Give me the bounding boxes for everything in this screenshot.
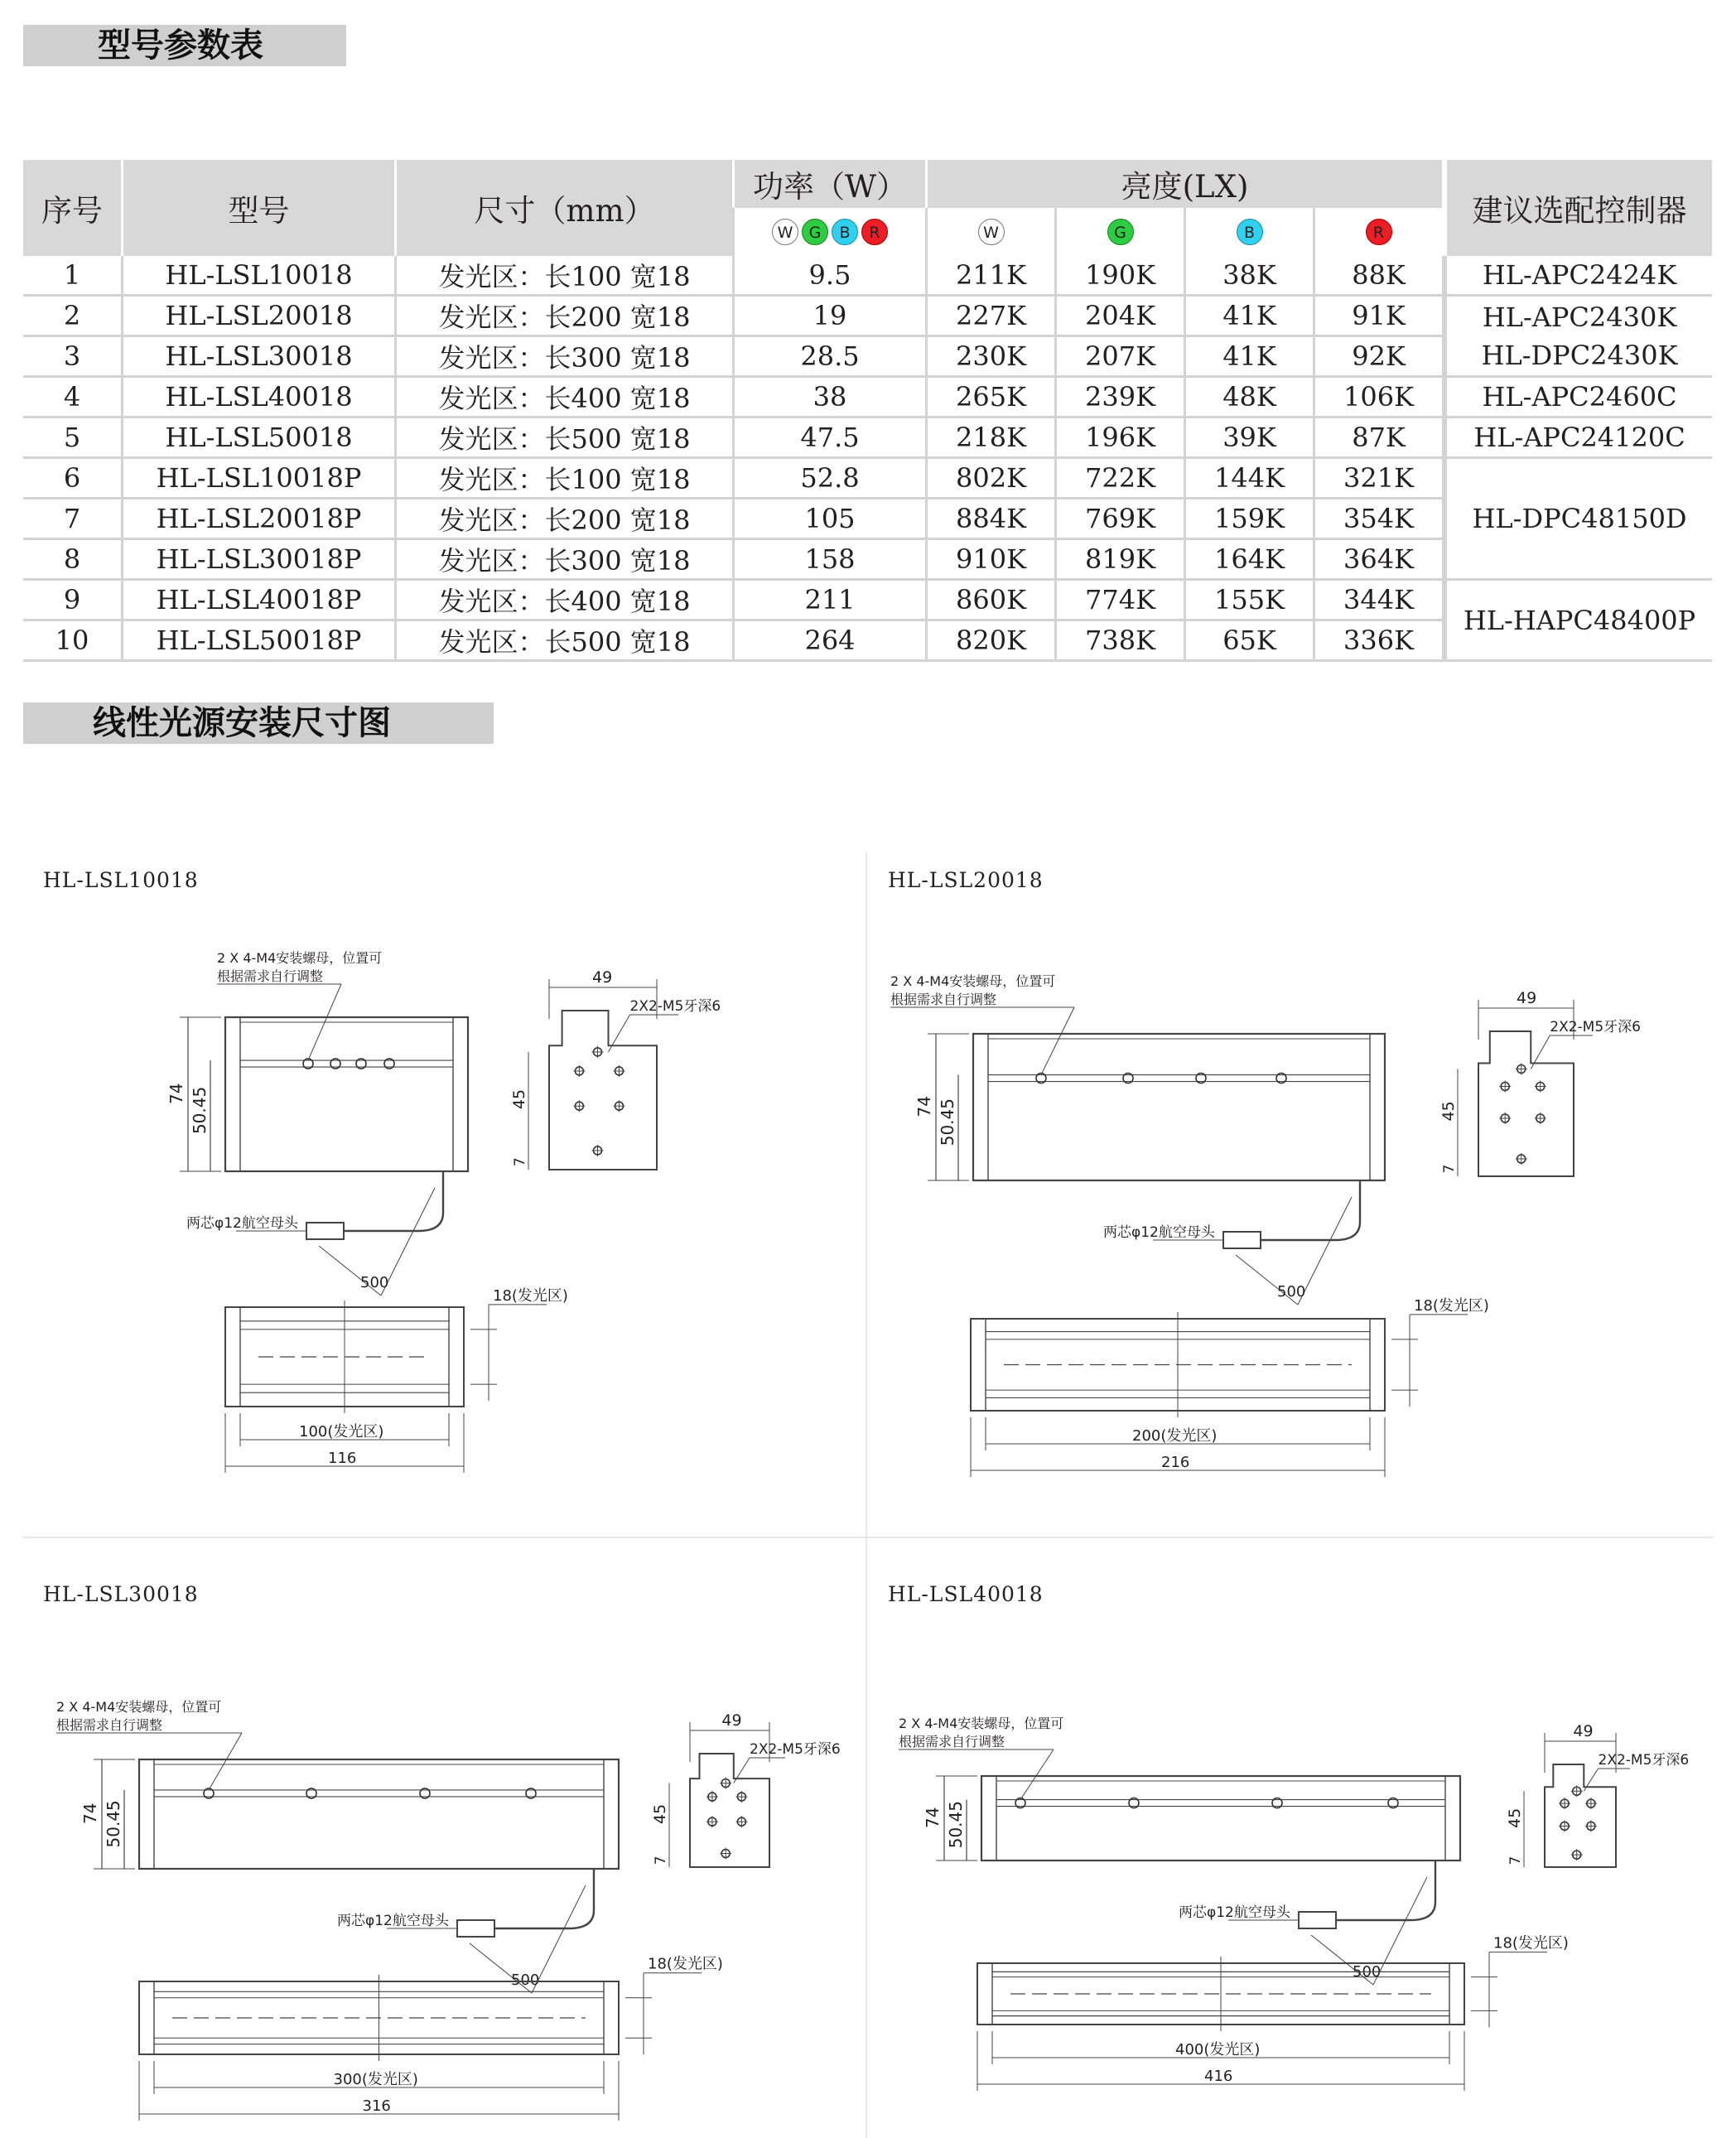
- cell-g: 239K: [1054, 378, 1184, 418]
- cell-controller: HL-APC2460C: [1442, 378, 1712, 418]
- annotation-label: 根据需求自行调整: [56, 1717, 163, 1733]
- drawing-outline: [981, 1776, 1460, 1860]
- header-model: 型号: [121, 160, 394, 256]
- connector-icon: [306, 1223, 344, 1239]
- cell-power: 47.5: [732, 418, 925, 459]
- drawing-title: HL-LSL40018: [888, 1582, 1044, 1606]
- cell-power: 19: [732, 297, 925, 337]
- connector-label: 两芯φ12航空母头: [186, 1215, 298, 1232]
- cell-size: 发光区：长300 宽18: [394, 337, 732, 378]
- connector-icon: [1223, 1232, 1261, 1248]
- dimension-label: 500: [511, 1971, 540, 1989]
- cell-no: 1: [23, 256, 121, 297]
- green-dot-icon: G: [802, 219, 828, 245]
- dimension-label: 416: [1204, 2068, 1233, 2085]
- cell-model: HL-LSL40018P: [121, 581, 394, 621]
- cell-w: 227K: [925, 297, 1054, 337]
- cell-g: 190K: [1054, 256, 1184, 297]
- cell-r: 87K: [1313, 418, 1442, 459]
- cell-model: HL-LSL30018: [121, 337, 394, 378]
- dimension-label: 74: [914, 1096, 934, 1117]
- cell-size: 发光区：长100 宽18: [394, 256, 732, 297]
- cell-size: 发光区：长100 宽18: [394, 459, 732, 500]
- cell-r: 336K: [1313, 621, 1442, 662]
- cell-w: 884K: [925, 500, 1054, 540]
- annotation-label: 2X2-M5牙深6: [629, 998, 721, 1015]
- cell-model: HL-LSL20018: [121, 297, 394, 337]
- cell-no: 5: [23, 418, 121, 459]
- header-power: 功率（W）: [732, 160, 925, 208]
- dimension-label: 49: [1573, 1722, 1594, 1740]
- cell-power: 38: [732, 378, 925, 418]
- cell-size: 发光区：长200 宽18: [394, 297, 732, 337]
- dimension-label: 7: [512, 1157, 528, 1167]
- cell-size: 发光区：长400 宽18: [394, 378, 732, 418]
- cell-b: 144K: [1184, 459, 1313, 500]
- cell-no: 2: [23, 297, 121, 337]
- cell-power: 158: [732, 540, 925, 581]
- cell-model: HL-LSL50018P: [121, 621, 394, 662]
- red-dot-icon: R: [861, 219, 888, 245]
- annotation-label: 2X2-M5牙深6: [1598, 1752, 1690, 1769]
- drawing-line: [381, 1188, 435, 1296]
- cell-w: 910K: [925, 540, 1054, 581]
- dimension-label: 7: [1441, 1164, 1458, 1174]
- section-title-spec: 型号参数表: [23, 25, 346, 66]
- cell-size: 发光区：长500 宽18: [394, 621, 732, 662]
- cell-b: 39K: [1184, 418, 1313, 459]
- header-index: 序号: [23, 160, 121, 256]
- cell-b: 38K: [1184, 256, 1313, 297]
- dimension-label: 45: [1506, 1807, 1524, 1828]
- drawing-title: HL-LSL10018: [43, 868, 199, 892]
- drawing-line: [1020, 1749, 1054, 1800]
- controller-line: HL-APC2430K: [1482, 301, 1677, 333]
- cell-w: 218K: [925, 418, 1054, 459]
- cell-no: 7: [23, 500, 121, 540]
- cell-g: 738K: [1054, 621, 1184, 662]
- cell-no: 6: [23, 459, 121, 500]
- white-dot-icon: W: [978, 219, 1005, 245]
- dimension-label: 74: [923, 1807, 943, 1828]
- end-view-outline: [549, 1011, 657, 1170]
- cell-w: 820K: [925, 621, 1054, 662]
- cell-r: 321K: [1313, 459, 1442, 500]
- cell-r: 364K: [1313, 540, 1442, 581]
- cell-r: 344K: [1313, 581, 1442, 621]
- cell-model: HL-LSL50018: [121, 418, 394, 459]
- white-dot-icon: W: [772, 219, 798, 245]
- cell-w: 802K: [925, 459, 1054, 500]
- annotation-label: 2X2-M5牙深6: [750, 1741, 841, 1758]
- dimension-label: 45: [1439, 1101, 1458, 1122]
- dimension-label: 7: [1507, 1856, 1524, 1865]
- dimension-label: 18(发光区): [493, 1286, 568, 1305]
- annotation-label: 根据需求自行调整: [217, 968, 324, 984]
- cell-r: 106K: [1313, 378, 1442, 418]
- cell-no: 10: [23, 621, 121, 662]
- dimension-label: 316: [362, 2097, 391, 2115]
- dimension-label: 500: [1277, 1283, 1306, 1301]
- connector-icon: [1299, 1912, 1336, 1928]
- cell-size: 发光区：长500 宽18: [394, 418, 732, 459]
- connector-label: 两芯φ12航空母头: [1103, 1224, 1215, 1241]
- dimension-label: 49: [1517, 989, 1537, 1007]
- cell-g: 819K: [1054, 540, 1184, 581]
- cell-r: 92K: [1313, 337, 1442, 378]
- drawing-outline: [225, 1017, 468, 1171]
- cell-power: 28.5: [732, 337, 925, 378]
- red-dot-icon: R: [1366, 219, 1392, 245]
- cell-b: 164K: [1184, 540, 1313, 581]
- cell-model: HL-LSL40018: [121, 378, 394, 418]
- dimension-label: 49: [721, 1711, 742, 1730]
- dimension-label: 216: [1161, 1454, 1190, 1471]
- drawing-line: [1041, 1007, 1074, 1075]
- cell-controller: HL-APC24120C: [1442, 418, 1712, 459]
- cell-w: 265K: [925, 378, 1054, 418]
- drawing-outline: [973, 1034, 1385, 1180]
- blue-dot-icon: B: [1237, 219, 1263, 245]
- cell-b: 155K: [1184, 581, 1313, 621]
- dimension-label: 400(发光区): [1175, 2041, 1261, 2058]
- cell-power: 105: [732, 500, 925, 540]
- dimension-label: 45: [651, 1803, 669, 1824]
- cell-g: 774K: [1054, 581, 1184, 621]
- dimension-label: 50.45: [104, 1800, 123, 1848]
- annotation-label: 2X2-M5牙深6: [1550, 1019, 1641, 1035]
- cell-b: 65K: [1184, 621, 1313, 662]
- cell-size: 发光区：长400 宽18: [394, 581, 732, 621]
- cell-power: 9.5: [732, 256, 925, 297]
- cell-w: 230K: [925, 337, 1054, 378]
- cell-w: 211K: [925, 256, 1054, 297]
- annotation-label: 根据需求自行调整: [899, 1734, 1005, 1749]
- cell-model: HL-LSL20018P: [121, 500, 394, 540]
- drawing-line: [1373, 1877, 1427, 1985]
- dimension-label: 18(发光区): [648, 1955, 723, 1973]
- header-size: 尺寸（mm）: [394, 160, 732, 256]
- dimension-label: 18(发光区): [1493, 1934, 1569, 1952]
- cell-r: 91K: [1313, 297, 1442, 337]
- cell-no: 4: [23, 378, 121, 418]
- cell-size: 发光区：长200 宽18: [394, 500, 732, 540]
- cell-r: 88K: [1313, 256, 1442, 297]
- dimension-label: 500: [360, 1274, 389, 1291]
- drawing-line: [1298, 1197, 1352, 1305]
- end-view-outline: [1478, 1031, 1574, 1176]
- cell-g: 769K: [1054, 500, 1184, 540]
- dimension-label: 7: [653, 1856, 669, 1865]
- dimension-label: 49: [592, 968, 613, 987]
- cell-model: HL-LSL30018P: [121, 540, 394, 581]
- dimension-label: 116: [328, 1450, 357, 1467]
- annotation-label: 2 X 4-M4安装螺母，位置可: [899, 1716, 1064, 1731]
- dimension-label: 50.45: [938, 1098, 957, 1146]
- cell-g: 196K: [1054, 418, 1184, 459]
- blue-dot-icon: B: [832, 219, 858, 245]
- connector-icon: [457, 1920, 494, 1937]
- drawing-line: [532, 1885, 586, 1993]
- dimension-label: 74: [80, 1803, 100, 1824]
- cell-size: 发光区：长300 宽18: [394, 540, 732, 581]
- cell-b: 41K: [1184, 337, 1313, 378]
- cell-controller: HL-DPC48150D: [1442, 459, 1712, 581]
- controller-line: HL-DPC2430K: [1481, 339, 1678, 371]
- dimension-label: 50.45: [190, 1086, 210, 1135]
- cell-no: 8: [23, 540, 121, 581]
- cell-no: 3: [23, 337, 121, 378]
- cell-model: HL-LSL10018: [121, 256, 394, 297]
- drawing-line: [209, 1733, 242, 1790]
- cell-b: 159K: [1184, 500, 1313, 540]
- cell-power: 264: [732, 621, 925, 662]
- dimension-label: 18(发光区): [1414, 1296, 1489, 1315]
- dimension-label: 74: [166, 1083, 186, 1104]
- annotation-label: 2 X 4-M4安装螺母，位置可: [56, 1699, 222, 1715]
- cell-power: 52.8: [732, 459, 925, 500]
- drawing-outline: [139, 1759, 619, 1869]
- cell-r: 354K: [1313, 500, 1442, 540]
- dimension-label: 100(发光区): [299, 1423, 384, 1441]
- connector-label: 两芯φ12航空母头: [337, 1913, 449, 1929]
- cell-power: 211: [732, 581, 925, 621]
- dimension-label: 500: [1353, 1963, 1382, 1981]
- section-title-drawings: 线性光源安装尺寸图: [23, 702, 494, 744]
- cell-controller: HL-HAPC48400P: [1442, 581, 1712, 662]
- dimension-label: 200(发光区): [1132, 1427, 1218, 1445]
- end-view-outline: [690, 1754, 769, 1867]
- green-dot-icon: G: [1107, 219, 1134, 245]
- dimension-label: 45: [510, 1088, 528, 1110]
- drawing-title: HL-LSL20018: [888, 868, 1044, 892]
- annotation-label: 2 X 4-M4安装螺母，位置可: [890, 973, 1056, 989]
- cell-g: 204K: [1054, 297, 1184, 337]
- connector-label: 两芯φ12航空母头: [1179, 1904, 1290, 1921]
- header-controller: 建议选配控制器: [1442, 160, 1712, 256]
- cell-w: 860K: [925, 581, 1054, 621]
- header-brightness: 亮度(LX): [925, 160, 1442, 208]
- annotation-label: 2 X 4-M4安装螺母，位置可: [217, 950, 383, 966]
- cell-b: 41K: [1184, 297, 1313, 337]
- drawing-title: HL-LSL30018: [43, 1582, 199, 1606]
- annotation-label: 根据需求自行调整: [890, 992, 997, 1007]
- dimension-label: 300(发光区): [333, 2071, 418, 2088]
- cell-controller: HL-APC2424K: [1442, 256, 1712, 297]
- cell-g: 207K: [1054, 337, 1184, 378]
- cell-model: HL-LSL10018P: [121, 459, 394, 500]
- dimension-label: 50.45: [946, 1801, 966, 1849]
- cell-g: 722K: [1054, 459, 1184, 500]
- cell-no: 9: [23, 581, 121, 621]
- cell-b: 48K: [1184, 378, 1313, 418]
